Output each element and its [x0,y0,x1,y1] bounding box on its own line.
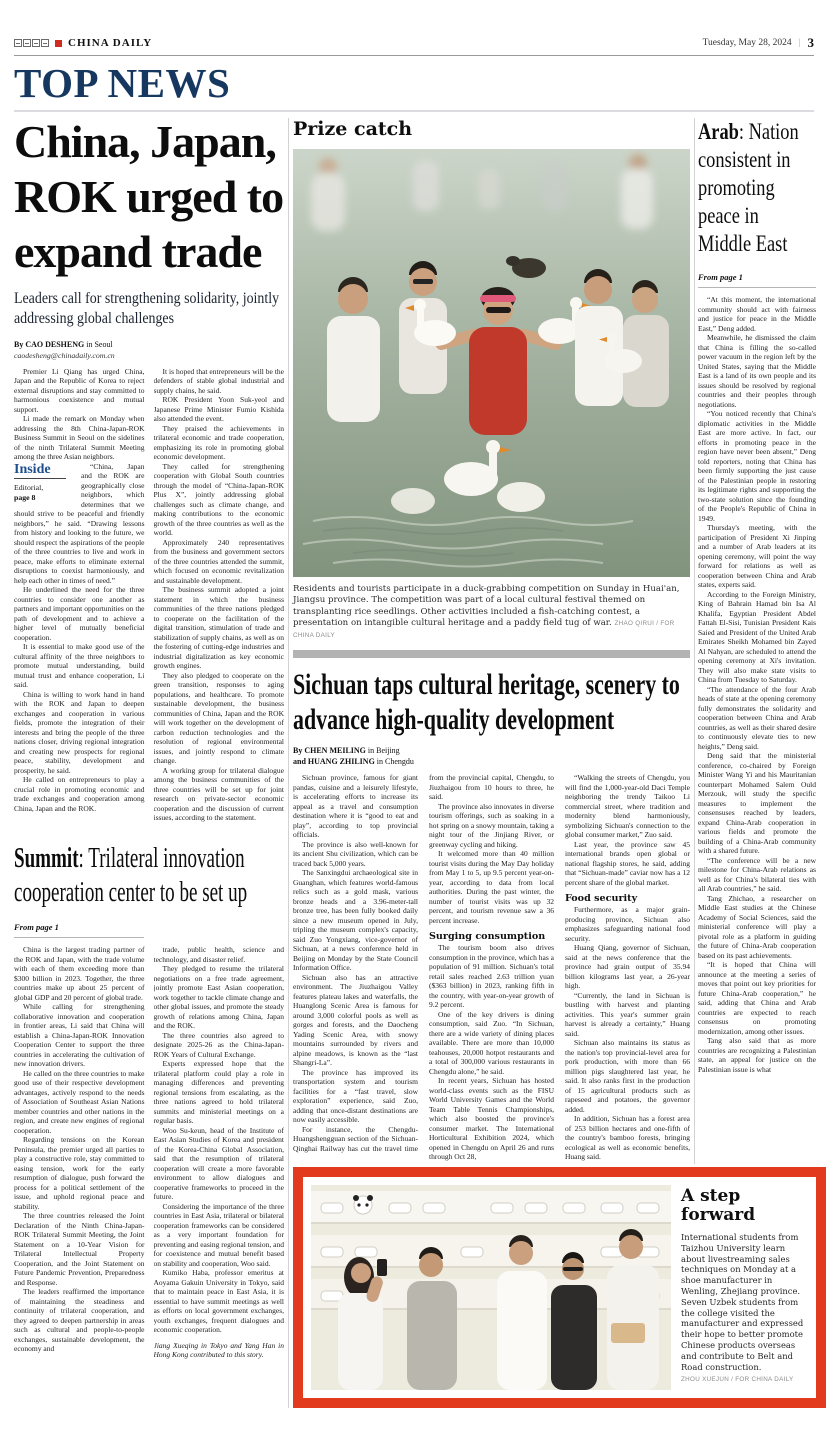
main-photo [293,149,690,577]
paragraph: He called on the three countries to make good use of their respective development advantages, actively respond to the needs of Association of Southeast Asian Nations member countries and other nations in the region, and create new engines of regional cooperation. [14,1068,145,1135]
article-column [154,367,285,823]
promo-caption-panel [681,1185,808,1390]
article-column [14,945,145,1360]
byline-author: By CHEN MEILING [293,746,366,756]
photo-caption [293,584,690,641]
summit-headline-rest: : Trilateral innovation cooperation center to be set up [14,843,248,908]
paragraph: The leaders reaffirmed the importance of maintaining the steadiness and continuity of trilateral cooperation, and they agreed to deepen partnership in areas such as cultural and people-to-people exchanges, sustainable development, the economy and [14,1287,145,1353]
summit-headline [14,842,284,910]
paragraph: “The attendance of the four Arab heads of state at the opening ceremony fully demonstrates the solidarity and cooperation between China and Arab countries, as well as their shared desire to continuously elevate ties to new heights,” Deng said. [698,684,816,751]
paragraph: Thursday's meeting, with the participation of President Xi Jinping and a number of Arab leaders at its opening ceremony, will point the way forward for relations as well as cooperation between China and Arab states, experts said. [698,523,816,589]
brand-name: CHINA DAILY [68,37,153,49]
paragraph: “China, Japan and the ROK are geographically close neighbors, which determines that we should strive to be peaceful and friendly neighbors,” he said. “Drawing lessons from history and looking to the future, we should respect the aspirations of the people of the three countries to live and work in peace, make efforts to eliminate external disruptions to coexist harmoniously, and help each other in times of need.” [14,461,145,585]
lead-article [14,114,284,823]
paragraph: Jiang Xueqing in Tokyo and Yang Han in Hong Kong contributed to this story. [153,1340,284,1359]
subheading: Surging consumption [429,931,546,943]
paragraph: He underlined the need for the three countries to consider one another as partners and important opportunities on the path of development and to achieve a higher level of mutually beneficial cooperation. [14,585,145,642]
column-divider [288,118,289,1408]
paragraph-group [14,462,145,814]
promo-caption-text: International students from Taizhou University learn about livestreaming sales techniques on Monday at a shoe manufacturer in Wenling, Zhejiang province. Seven Uzbek students from the college visited the manufacturer and expressed their hope to better promote Chinese products overseas and contribute to Belt and Road construction. [681,1232,804,1372]
paragraph: For instance, the Chengdu-Huangshengguan section of the Sichuan-Qinghai Railway has cut the travel time from the provincial capital, Chengdu, to Jiuzhaigou from 10 hours to three, he said. [293,773,554,1153]
shoe-factory-photo-illustration [311,1185,671,1390]
page-number: 3 [807,35,814,50]
paragraph: Premier Li Qiang has urged China, Japan and the Republic of Korea to reject external disruptions and stay committed to harmonious coexistence and mutual support. [14,366,145,414]
inside-editorial: Editorial, [14,483,44,492]
author-email: caodesheng@chinadaily.com.cn [14,350,115,360]
issue-date: Tuesday, May 28, 2024 [702,38,792,48]
paragraph: China is willing to work hand in hand with the ROK and Japan to deepen exchanges and cooperation in various fields, promote the integration of their interests and bring the people of the three nations closer, driving regional integration and creating new prospects for regional peace, stability, development and prosperity, he said. [14,689,145,775]
masthead [14,31,814,56]
paragraph: A working group for trilateral dialogue among the business communities of the three countries will be set up for joint research on private-sector economic cooperation and the discussion of current issues, according to the statement. [153,765,284,822]
summit-headline-keyword: Summit [14,843,79,874]
paragraph: One of the key drivers is dining consumption, said Zuo. “In Sichuan, there are a wide variety of dining places available. There are more than 10,000 teahouses, 20,000 hotpot restaurants and a total of 300,000 various restaurants in Chengdu alone,” he said. [429,1009,554,1076]
paragraph: Huang Qiang, governor of Sichuan, said at the news conference that the province had grain output of 35.94 billion kilograms last year, a 26-year high. [565,943,690,991]
paragraph: Tang also said that as more countries are recognizing a Palestinian state, an appeal for justice on the Palestinian issue is what [698,1036,816,1074]
paragraph: Sichuan also maintains its status as the nation's top provincial-level area for pork production, with more than 66 million pigs slaughtered last year, he said. It also ranks first in the production of 15 agricultural products such as rapeseed and potatoes, the governor added. [565,1038,690,1114]
lead-deck: Leaders call for strengthening solidarity, jointly addressing global challenges [14,290,280,327]
photo-credit: ZHAO QIRUI / FOR CHINA DAILY [293,620,675,639]
inside-page-ref: page 8 [14,492,36,502]
paragraph: “You noticed recently that China's diplomatic activities in the Middle East are more active. In fact, our efforts in promoting peace in the region have never been absent,” Deng told reporters, noting that China has been firmly supporting the just cause of the Palestinian people in restoring its legitimate rights and supporting the two-state solution since the founding of the People's Republic of China in 1949. [698,409,816,523]
paragraph-group [14,945,145,1354]
paragraph: ROK President Yoon Suk-yeol and Japanese Prime Minister Fumio Kishida also attended the event. [153,395,284,423]
masthead-right [703,35,814,51]
paragraph: It welcomed more than 40 million tourist visits during the May Day holiday from May 1 to 5, up 9.5 percent year-on-year, according to data from local authorities. During the past winter, the number of tourist visits was up 32 percent, and tourism revenue saw a 36 percent increase. [429,849,554,925]
paragraph: The three countries also agreed to designate 2025-26 as the China-Japan-ROK Years of Cultural Exchange. [153,1030,284,1059]
inside-label: Inside [14,465,66,480]
paragraph: Kumiko Haba, professor emeritus at Aoyama Gakuin University in Tokyo, said that to maintain peace in East Asia, it is essential to have summit meetings as well as efforts on local government exchanges, youth exchanges, frequent dialogues and economic cooperation. [153,1268,284,1334]
column-divider [694,118,695,1164]
contributors-note [154,1341,285,1360]
paragraph: The province has improved its transportation system and tourism facilities for a “fast travel, slow exploration” experience, said Zuo, adding that once-distant destinations are now easily accessible. [293,1067,418,1125]
paragraph: The province is also well-known for its ancient Shu civilization, which can be traced back 5,000 years. [293,839,418,868]
from-page-label: From page 1 [14,922,144,938]
paragraph: Woo Su-keun, head of the Institute of East Asian Studies of Korea and president of the Korea-China Global Association, said that the resumption of trilateral cooperation will create a more favorable environment to allow dialogues and cooperative frameworks to proceed in the future. [153,1125,284,1201]
inside-refer-box [14,461,74,503]
paragraph: While calling for strengthening collaborative innovation and cooperation in frontier areas, Li said that China will establish a China-Japan-ROK Innovation Cooperation Center to support the three countries in accelerating the cultivation of new innovation drivers. [14,1002,145,1068]
paragraph: Experts expressed hope that the trilateral platform could play a role in managing differences and preventing regional tensions from escalating, as the three nations agreed to hold trilateral summits and ministerial meetings on a regular basis. [153,1059,284,1125]
paragraph: Sichuan also has an attractive environment. The Jiuzhaigou Valley features plateau lakes and waterfalls, the Huanglong Scenic Area is famous for around 3,000 colorful pools as well as gorges and forests, and the Daocheng Yading Scenic Area, with snowy mountains surrounded by rivers and alpine meadows, is known as the “last Shangri-La”. [293,972,418,1068]
summit-article [14,842,284,1360]
masthead-left [14,37,152,49]
red-seal-icon [55,40,62,47]
caption-text: Residents and tourists participate in a duck-grabbing competition on Sunday in Huai'an, Jiangsu province. The competition was part of a local cultural festival themed on transplanting rice seedlings. Other activities included a fish-catching contest, a presentation on intangible cultural heritage and a paddy field tug of war. [293,584,680,629]
sichuan-headline: Sichuan taps cultural heritage, scenery to advance high-quality development [293,668,680,737]
paragraph: Meanwhile, he dismissed the claim that China is filling the so-called power vacuum in the region left by the United States, saying that the Middle East is a land of its own people and its issues should be resolved by regional countries and their peoples through negotiations. [698,333,816,409]
summit-columns [14,945,284,1360]
middle-block [293,118,690,1207]
arab-headline [698,118,816,258]
paragraph: Furthermore, as a major grain-producing province, Sichuan also emphasizes safeguarding national food security. [565,905,690,943]
paragraph: Regarding tensions on the Korean Peninsula, the premier urged all parties to play a constructive role, stay committed to easing tension, work for the early resumption of dialogue, push forward the process for a political settlement of the issue, and uphold regional peace and stability. [14,1135,145,1211]
paragraph: The three countries released the Joint Declaration of the Ninth China-Japan-ROK Trilateral Summit Meeting, the Joint Statement on a 10-Year Vision for Trilateral Intellectual Property Cooperation, and the Joint Statement on Future Pandemic Prevention, Preparedness and Response. [14,1211,145,1287]
byline-author: and HUANG ZHILING [293,756,375,766]
arab-headline-rest: : Nation consistent in promoting peace in Middle East [698,119,799,256]
paragraph: It is hoped that entrepreneurs will be the defenders of stable global industrial and supply chains, he said. [153,366,284,395]
paragraph: “It is hoped that China will announce at the meeting a series of moves that point out key priorities for future China-Arab cooperation,” he said, adding that China and Arab countries are expected to reach consensus on promoting modernization, among other issues. [698,960,816,1036]
from-page-label: From page 1 [698,272,816,288]
byline-location: in Chengdu [374,756,414,766]
paragraph: Approximately 240 representatives from the business and government sectors of the three countries attended the summit, which focused on economic revitalization and sustainable development. [153,537,284,585]
section-title: TOP NEWS [14,60,231,106]
paragraph: “The conference will be a new milestone for China-Arab relations as well as for China's bilateral ties with all Arab countries,” he said. [698,855,816,893]
promo-title: A step forward [681,1186,756,1225]
duck-grabbing-photo-illustration [293,149,690,577]
paragraph: The Sanxingdui archaeological site in Guanghan, which features world-famous relics such as a gold mask, various bronze heads and a 3.96-meter-tall bronze tree, has been fully booked daily since a new museum opened in July, tripling the museum complex's capacity, said Zuo Yongxiang, vice-governor of Sichuan, at a news conference held in Beijing on Monday by the State Council Information Office. [293,868,418,973]
gray-divider-bar [293,650,690,658]
separator: | [798,38,801,48]
paragraph: According to the Foreign Ministry, King of Bahrain Hamad bin Isa Al Khalifa, Egyptian President Abdel Fattah El-Sisi, Tunisian President Kais Saied and President of the United Arab Emirates Sheikh Mohamed bin Zayed Al Nahyan, are scheduled to attend the opening ceremony at Xi's invitation. They will also make state visits to China from Tuesday to Saturday. [698,589,816,684]
paragraph: They praised the achievements in trilateral economic and trade cooperation, emphasizing its role in promoting global economic development. [153,423,284,461]
promo-credit: ZHOU XUEJUN / FOR CHINA DAILY [681,1376,794,1384]
paragraph: The business summit adopted a joint statement in which the business communities of the three nations pledged to cooperate on the facilitation of the digital transition, stimulation of trade and stabilization of supply chains, as well as on the fostering of cutting-edge industries and industrial digitalization as key economic growth engines. [153,585,284,670]
paragraph-group [14,367,145,462]
paragraph: trade, public health, science and technology, and disaster relief. [153,945,284,964]
paragraph-group [154,945,285,1335]
paragraph: The province also innovates in diverse tourism offerings, such as soaking in a hot spring on a snowy mountain, taking a night tour of the Jinjiang River, or greenway cycling and hiking. [429,801,554,849]
paragraph: They called for strengthening cooperation with Global South countries through the model of “China-Japan-ROK Plus X”, jointly addressing global challenges such as climate change, and making contributions to the economic growth of the three countries as well as the world. [153,461,284,537]
paragraph: “Walking the streets of Chengdu, you will find the 1,000-year-old Daci Temple neighboring the trendy Taikoo Li commercial street, where tradition and modernity blend harmoniously, symbolizing Sichuan's connection to the global consumer market,” Zuo said. [565,773,690,840]
paragraph: In recent years, Sichuan has hosted world-class events such as the FISU World University Games and the World Team Table Tennis Championships, which also boosted the province's consumer market. The International Horticultural Exhibition 2024, which opened in Chengdu on April 26 and runs through Oct 28, [429,1076,554,1162]
lead-headline: China, Japan, ROK urged to expand trade [14,116,284,277]
paragraph: They pledged to resume the trilateral negotiations on a free trade agreement, jointly promote East Asian cooperation, work together to tackle climate change and other global issues, and promote the steady growth of relations among China, Japan and the ROK. [153,964,284,1030]
byline-author: By CAO DESHENG [14,340,85,349]
paragraph: In addition, Sichuan has a forest area of 253 billion hectares and one-fifth of the country's bamboo forests, bringing ecological as well as economic benefits, Huang said. [565,1114,690,1162]
sichuan-body [293,773,690,1207]
section-rule [14,110,814,112]
paragraph: The tourism boom also drives consumption in the province, which has a population of 91 million. Sichuan's total retail sales reached 2.63 trillion yuan ($363 billion) in 2023, ranking fifth in the country, with year-on-year growth of 9.2 percent. [429,943,554,1010]
paragraph: Sichuan province, famous for giant pandas, cuisine and a leisurely lifestyle, is accelerating efforts to increase its appeal as a travel and consumption destination where it is “good to eat and play”, according to top provincial officials. [293,773,418,840]
paragraph: “Currently, the land in Sichuan is bustling with harvest and planting activities. This year's summer grain harvest is already a certainty,” Huang said. [565,990,690,1038]
paragraph: They also pledged to cooperate on the green transition, responses to aging populations, and healthcare. To promote sustainable development, the business communities of China, Japan and the ROK will work together on the development of carbon reduction technologies and the resolution of regional environmental issues, and jointly respond to climate change. [153,670,284,765]
promo-box [293,1167,826,1408]
paragraph: Last year, the province saw 45 international brands open global or national flagship stores, he said, adding that “Sichuan-made” caviar now has a 12 percent share of the global market. [565,839,690,887]
paragraph: It is essential to make good use of the cultural affinity of the three neighbors to promote mutual understanding, build mutual trust and enhance cooperation, Li said. [14,642,145,689]
paragraph: He called on entrepreneurs to play a crucial role in promoting economic and trade exchanges and cooperation among China, Japan and the ROK. [14,775,145,813]
paragraph: China is the largest trading partner of the ROK and Japan, with the trade volume with each of them exceeding more than $300 billion in 2023. Together, the three countries make up about 25 percent of global GDP and 20 percent of global trade. [14,945,145,1002]
paragraph: Li made the remark on Monday when addressing the 8th China-Japan-ROK Business Summit in Seoul on the sidelines of the ninth Trilateral Summit Meeting among the three Asian neighbors. [14,414,145,461]
arab-article [698,118,816,1173]
arab-headline-keyword: Arab [698,119,739,144]
paragraph: Deng said that the ministerial conference, co-chaired by Foreign Minister Wang Yi and his Mauritanian counterpart Mohamed Salem Ould Merzouk, will study the specific measures to implement the consensuses reached by leaders, expand China-Arab cooperation in various fields and promote the building of a China-Arab community with a shared future. [698,751,816,855]
byline-location: in Seoul [84,340,113,349]
lead-byline [14,340,284,351]
paragraph: Considering the importance of the three countries in East Asia, trilateral or bilateral cooperation frameworks can be considered as a very important foundation for preventing and easing regional tension, and for coexistence and mutual benefit based on stability and cooperation, Woo said. [153,1201,284,1268]
article-column [14,367,145,823]
china-daily-chinese-logo [14,39,49,47]
lead-columns [14,367,284,823]
photo-story-title: Prize catch [293,118,413,140]
paragraph-group [154,367,285,823]
sichuan-byline [293,746,690,767]
arab-body [698,295,816,1173]
paragraph: Tang Zhichao, a researcher on Middle East studies at the Chinese Academy of Social Sciences, said the ministerial conference will play a pivotal role as a platform in guiding the future of China-Arab cooperation based on its past achievements. [698,893,816,960]
paragraph: “At this moment, the international community should act with fairness and justice for peace in the Middle East,” Deng added. [698,295,816,333]
byline-location: in Beijing [365,746,400,756]
promo-photo [311,1185,671,1390]
article-column [154,945,285,1360]
subheading: Food security [565,893,638,905]
